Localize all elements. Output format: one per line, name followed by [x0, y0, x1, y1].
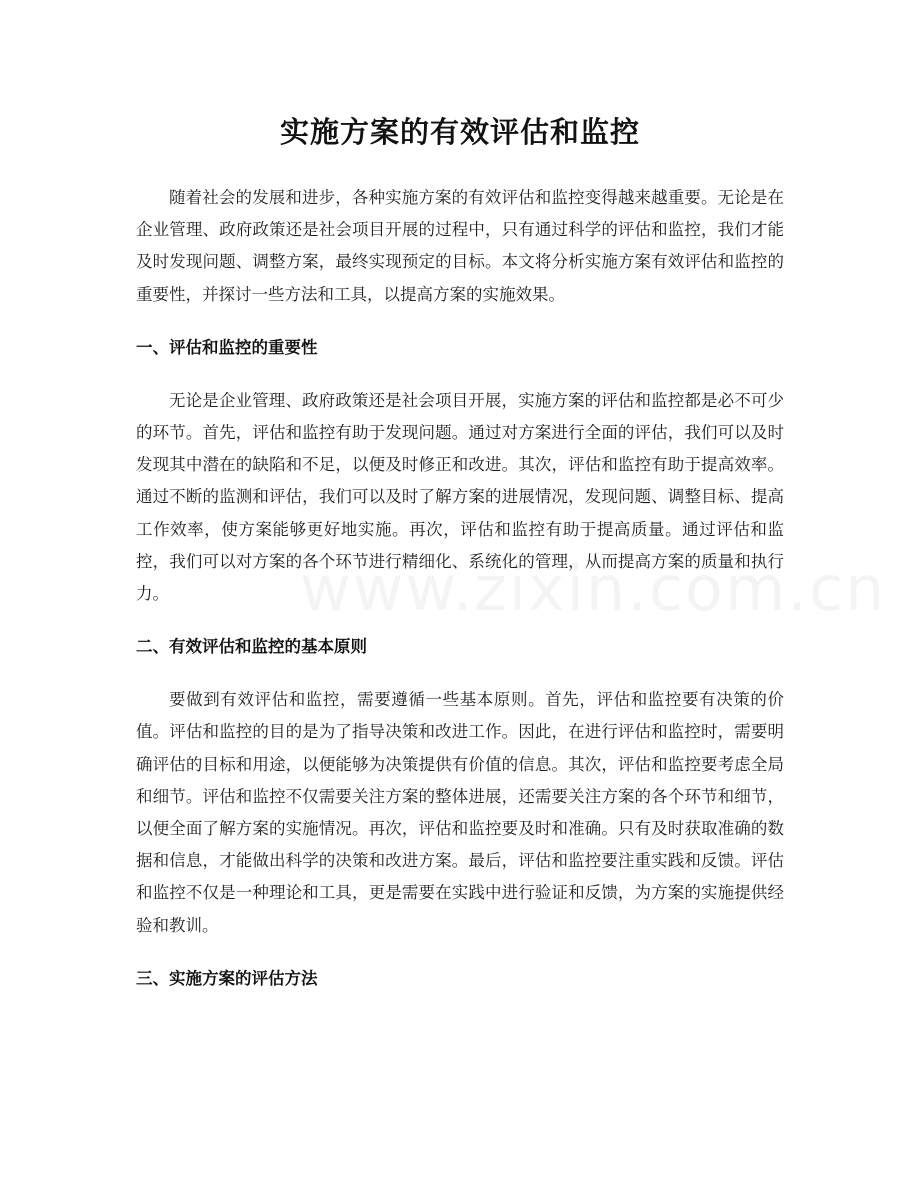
- section-body-importance: 无论是企业管理、政府政策还是社会项目开展，实施方案的评估和监控都是必不可少的环节。首先，评估和监控有助于发现问题。通过对方案进行全面的评估，我们可以及时发现其中潜在的缺陷和不足，以便及时修正和改进。其次，评估和监控有助于提高效率。通过不断的监测和评估，我们可以及时了解方案的进展情况，发现问题、调整目标、提高工作效率，使方案能够更好地实施。再次，评估和监控有助于提高质量。通过评估和监控，我们可以对方案的各个环节进行精细化、系统化的管理，从而提高方案的质量和执行力。: [136, 390, 784, 604]
- section-heading-principles: 二、有效评估和监控的基本原则: [136, 637, 367, 657]
- section-heading-methods: 三、实施方案的评估方法: [136, 968, 318, 988]
- section-heading-importance: 一、评估和监控的重要性: [136, 337, 318, 357]
- section-body-principles: 要做到有效评估和监控，需要遵循一些基本原则。首先，评估和监控要有决策的价值。评估和监控的目的是为了指导决策和改进工作。因此，在进行评估和监控时，需要明确评估的目标和用途，以便能够为决策提供有价值的信息。其次，评估和监控要考虑全局和细节。评估和监控不仅需要关注方案的整体进展，还需要关注方案的各个环节和细节，以便全面了解方案的实施情况。再次，评估和监控要及时和准确。只有及时获取准确的数据和信息，才能做出科学的决策和改进方案。最后，评估和监控要注重实践和反馈。评估和监控不仅是一种理论和工具，更是需要在实践中进行验证和反馈，为方案的实施提供经验和教训。: [136, 690, 784, 935]
- intro-paragraph: 随着社会的发展和进步，各种实施方案的有效评估和监控变得越来越重要。无论是在企业管理、政府政策还是社会项目开展的过程中，只有通过科学的评估和监控，我们才能及时发现问题、调整方案，最终实现预定的目标。本文将分析实施方案有效评估和监控的重要性，并探讨一些方法和工具，以提高方案的实施效果。: [136, 188, 784, 304]
- document-title: 实施方案的有效评估和监控: [279, 115, 640, 149]
